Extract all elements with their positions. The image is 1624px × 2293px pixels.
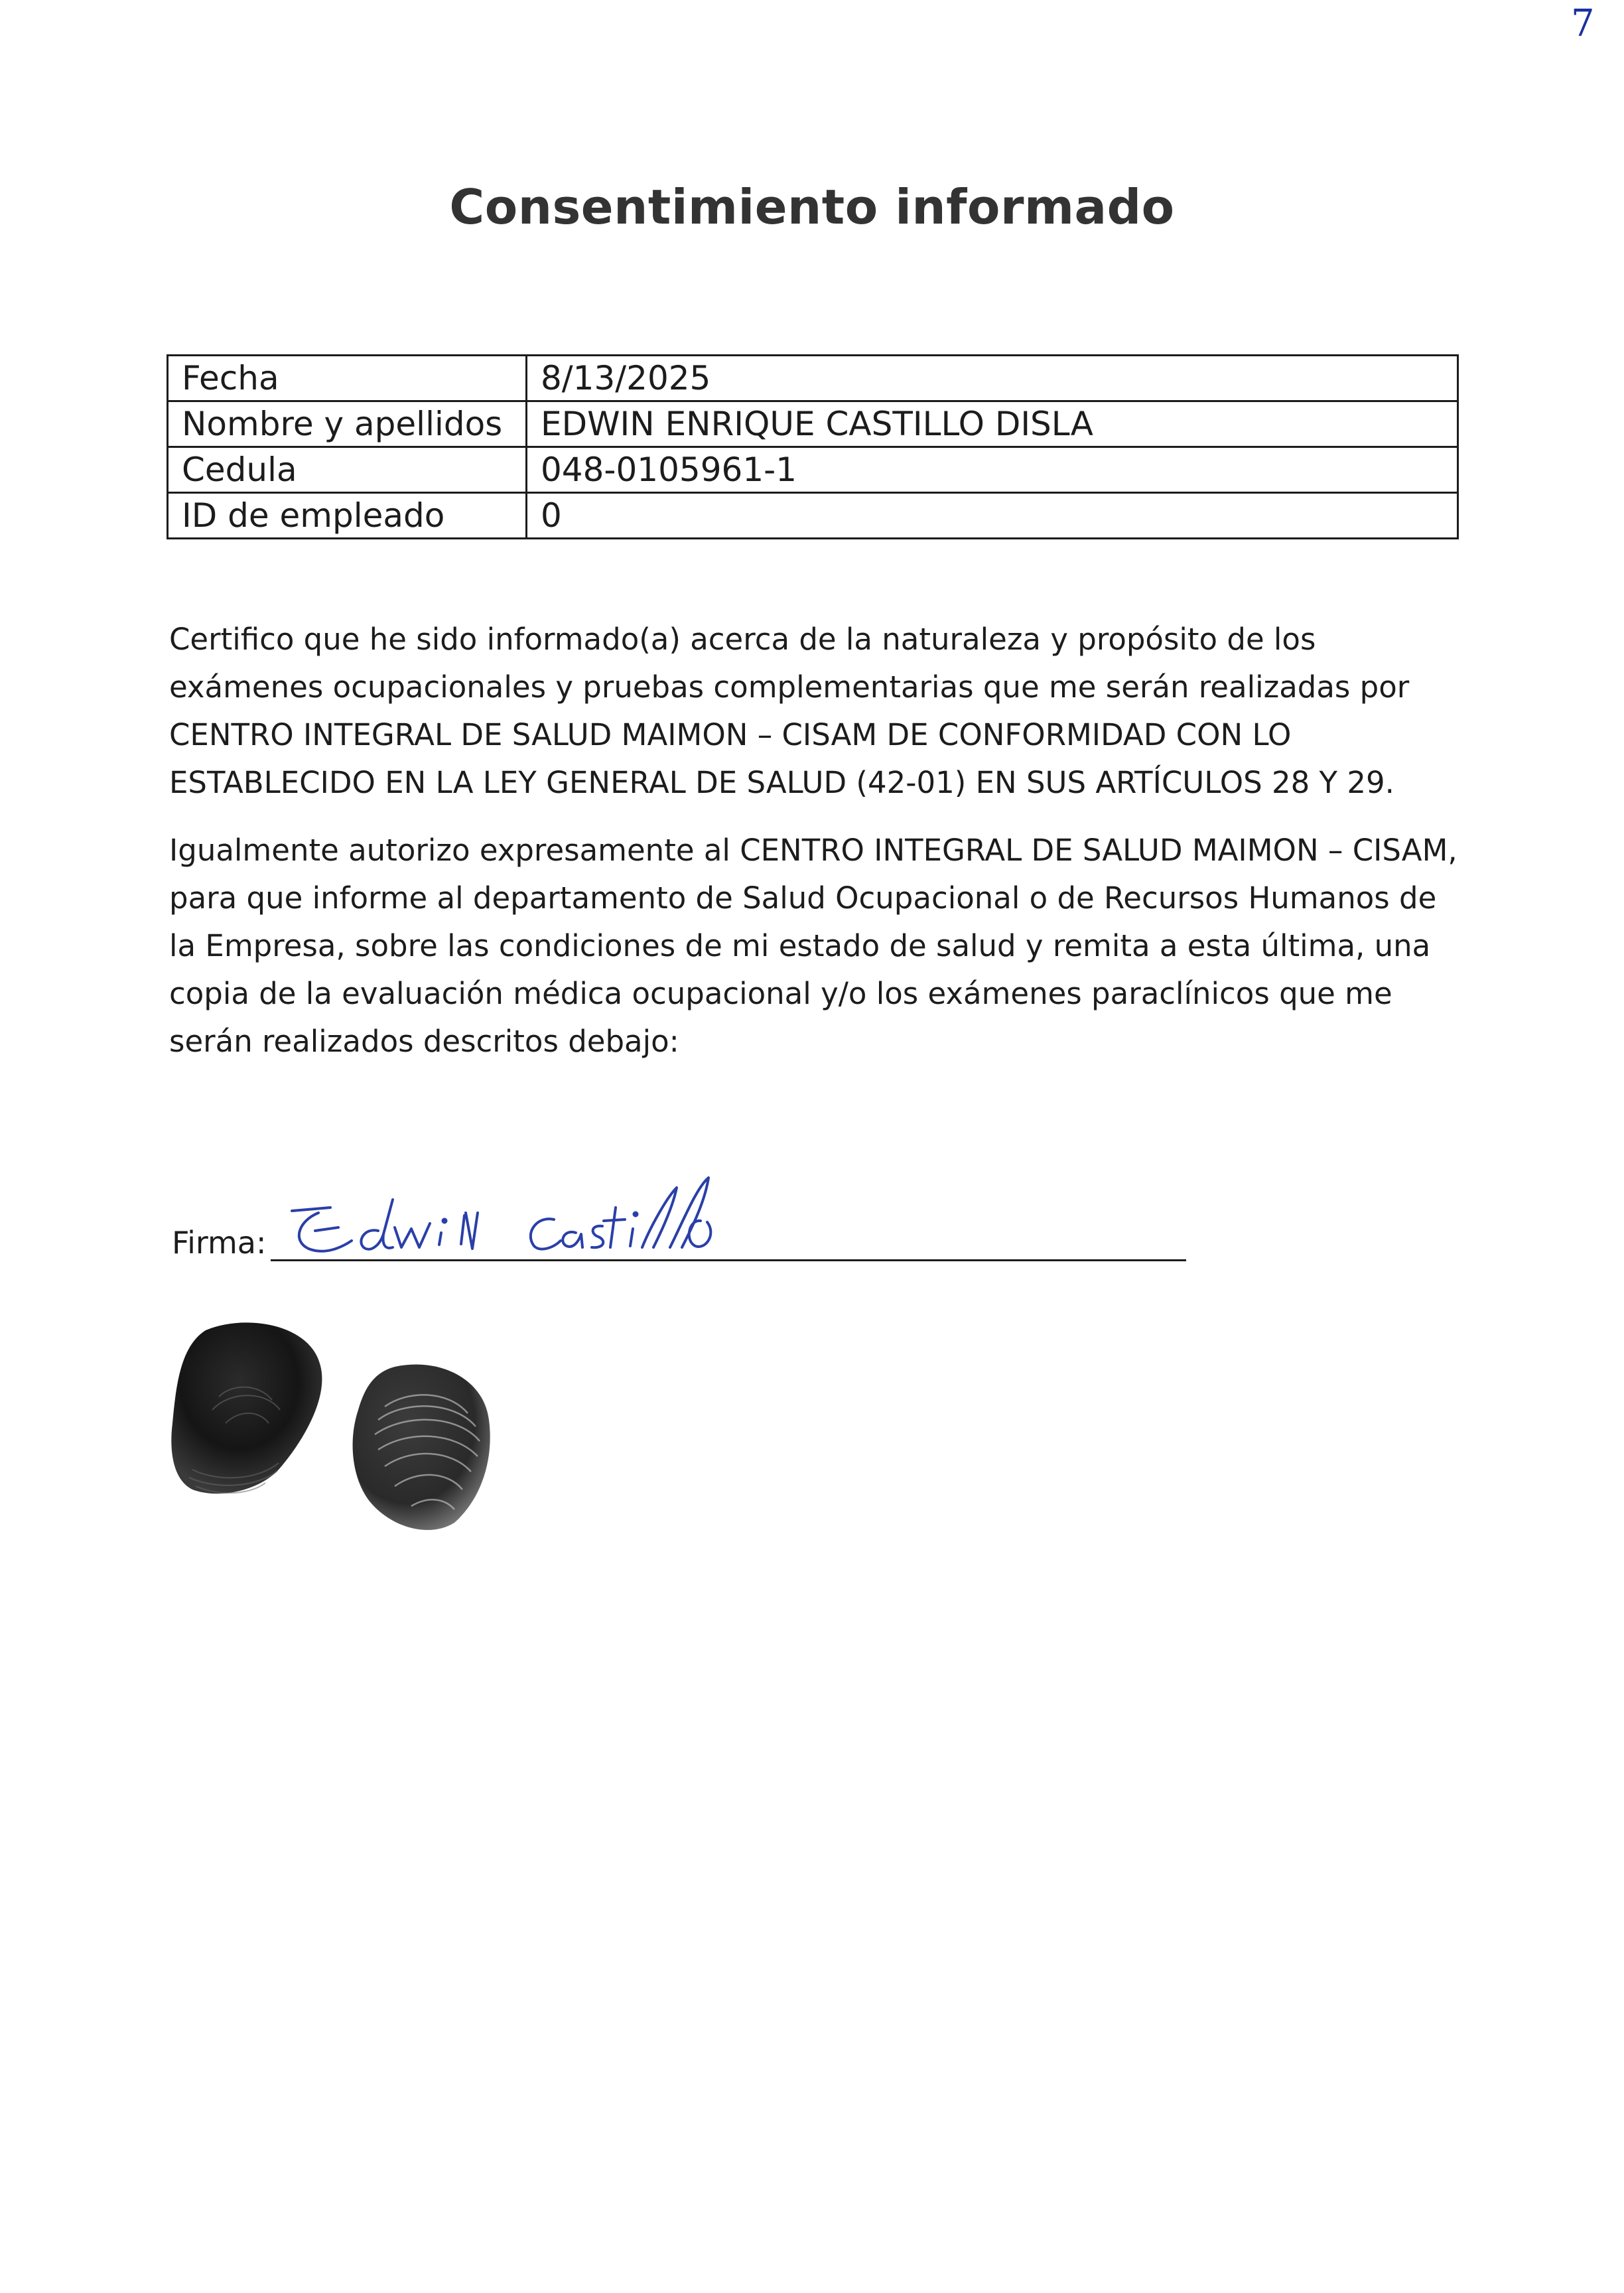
row-label-nombre: Nombre y apellidos: [168, 401, 527, 447]
authorization-paragraph: Igualmente autorizo expresamente al CENTRO INTEGRAL DE SALUD MAIMON – CISAM, para que informe al departamento de Salud Ocupacional o de Recursos Humanos de la Empresa, sobre las condiciones de mi estado de salud y remita a esta última, una copia de la evaluación médica ocupacional y/o los exámenes paraclínicos que me serán realizados descritos debajo:: [169, 833, 1457, 1059]
table-row: [168, 356, 1458, 401]
info-table: [167, 354, 1459, 539]
page-title: Consentimiento informado: [449, 179, 1175, 235]
signature-label: Firma:: [172, 1225, 267, 1261]
row-label-fecha: Fecha: [168, 356, 527, 401]
right-fingerprint: [348, 1360, 498, 1536]
certification-paragraph: Certifico que he sido informado(a) acerca de la naturaleza y propósito de los exámenes ocupacionales y pruebas complementarias que me serán realizadas por CENTRO INTEGRAL DE SALUD MAIMON – CISAM DE CONFORMIDAD CON LO ESTABLECIDO EN LA LEY GENERAL DE SALUD (42-01) EN SUS ARTÍCULOS 28 Y 29.: [169, 622, 1410, 800]
page-number: 7: [1571, 2, 1595, 45]
left-fingerprint: [166, 1317, 332, 1506]
row-value-nombre: EDWIN ENRIQUE CASTILLO DISLA: [527, 401, 1458, 447]
row-label-cedula: Cedula: [168, 447, 527, 493]
row-value-cedula: 048-0105961-1: [527, 447, 1458, 493]
row-value-fecha: 8/13/2025: [527, 356, 1458, 401]
row-value-id-empleado: 0: [527, 493, 1458, 539]
table-row: [168, 447, 1458, 493]
row-label-id-empleado: ID de empleado: [168, 493, 527, 539]
table-row: [168, 493, 1458, 539]
handwritten-signature: [279, 1141, 823, 1274]
table-row: [168, 401, 1458, 447]
